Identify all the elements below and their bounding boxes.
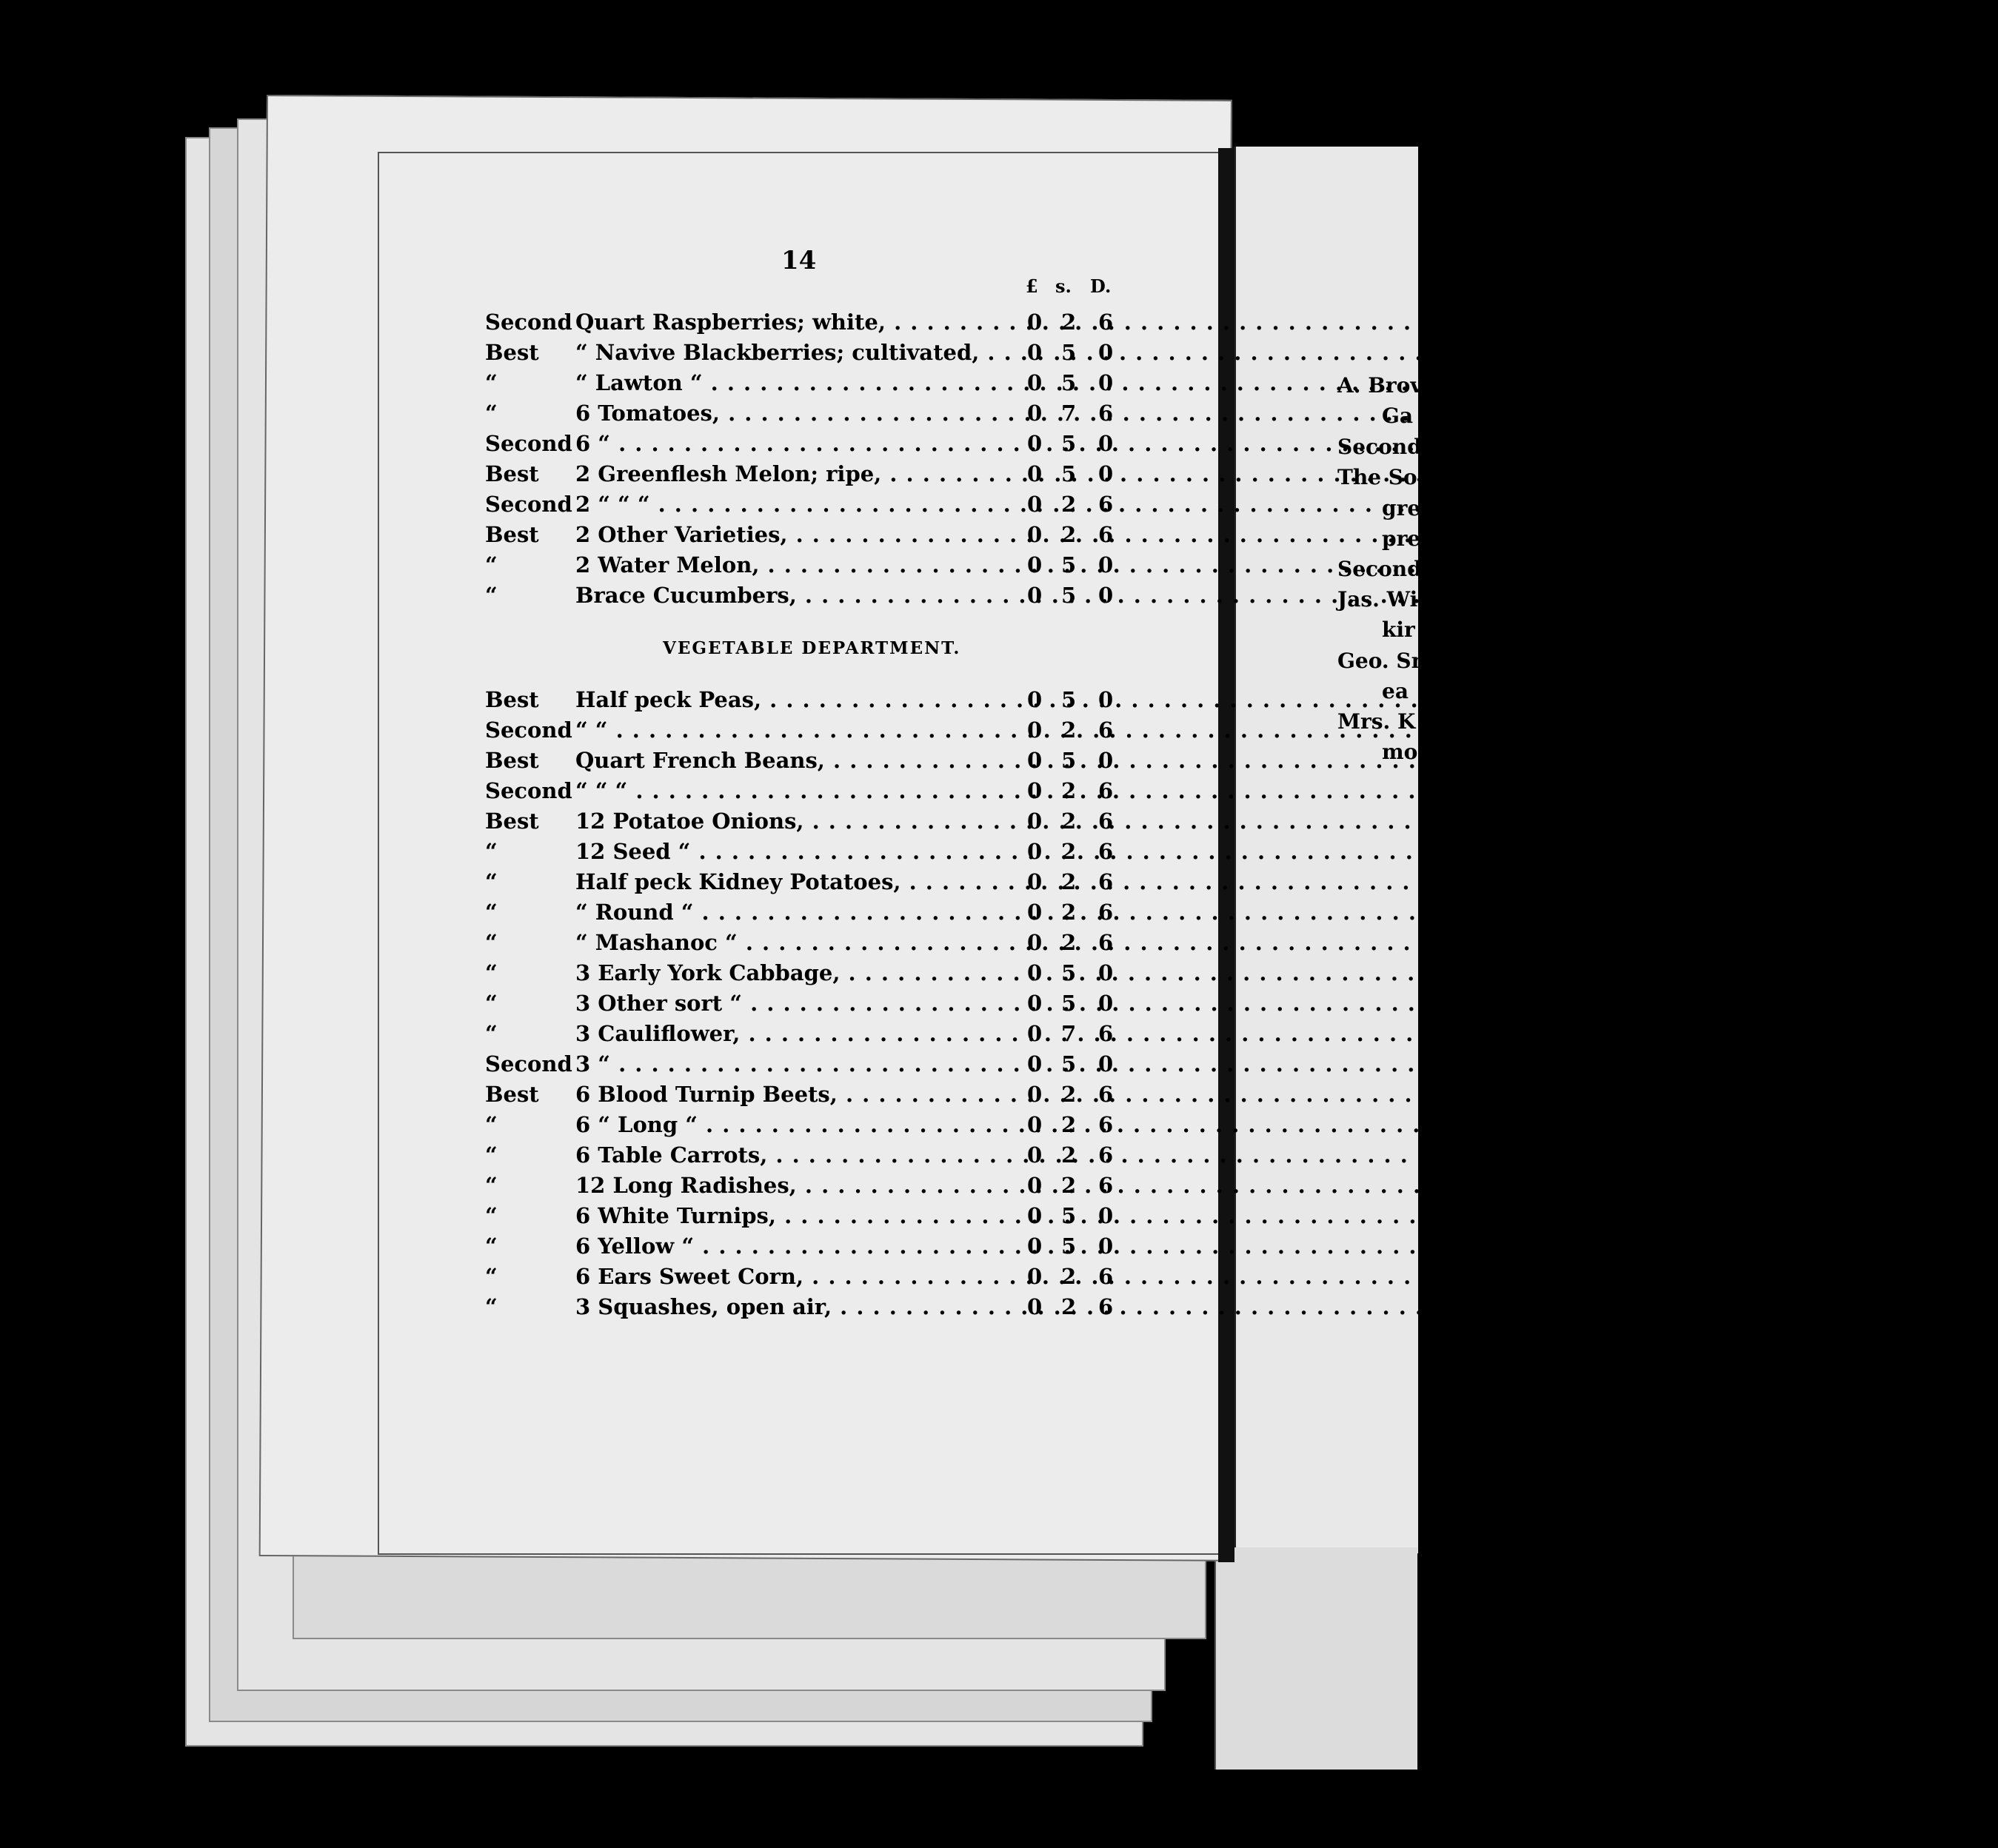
prize-rank: “: [485, 930, 498, 955]
item-description: “ “ . . .: [575, 717, 998, 743]
right-fragment: kir: [1382, 617, 1415, 642]
prize-rank: Best: [485, 808, 539, 834]
shillings-value: 2: [1061, 900, 1077, 925]
table-row: [485, 1173, 1122, 1202]
shillings-value: 5: [1061, 1233, 1077, 1259]
item-description: 3 “ . . .: [575, 1051, 998, 1077]
shillings-value: 5: [1061, 583, 1077, 608]
shillings-value: 5: [1061, 461, 1077, 486]
pence-value: 6: [1098, 1142, 1114, 1168]
table-row: [485, 808, 1122, 838]
pounds-value: 0: [1027, 552, 1043, 578]
table-row: [485, 552, 1122, 582]
item-description: 2 Other Varieties, . . .: [575, 522, 998, 547]
pounds-value: 0: [1027, 1233, 1043, 1259]
item-description: 2 Water Melon, . . .: [575, 552, 998, 578]
table-row: [485, 583, 1122, 612]
item-description: Brace Cucumbers, . . .: [575, 583, 998, 608]
item-description: 6 Yellow “ . . .: [575, 1233, 998, 1259]
right-fragment: Second: [1337, 557, 1422, 581]
table-row: [485, 461, 1122, 491]
table-row: [485, 991, 1122, 1020]
pound-header: £: [1026, 275, 1038, 297]
item-description: 2 Greenflesh Melon; ripe, . . .: [575, 461, 998, 486]
pence-value: 6: [1098, 1082, 1114, 1107]
pounds-value: 0: [1027, 461, 1043, 486]
pence-value: 0: [1098, 1203, 1114, 1228]
item-description: “ “ “ . . .: [575, 778, 998, 803]
table-row: [485, 960, 1122, 990]
shillings-value: 5: [1061, 748, 1077, 773]
item-description: 3 Cauliflower, . . .: [575, 1021, 998, 1046]
item-description: “ Lawton “ . . .: [575, 370, 998, 395]
table-row: [485, 778, 1122, 808]
shillings-value: 5: [1061, 431, 1077, 456]
pence-value: 0: [1098, 991, 1114, 1016]
prize-rank: “: [485, 1021, 498, 1046]
prize-rank: Best: [485, 340, 539, 365]
table-row: [485, 401, 1122, 430]
item-description: 6 “ Long “ . . .: [575, 1112, 998, 1137]
shillings-value: 2: [1061, 492, 1077, 517]
pounds-value: 0: [1027, 1203, 1043, 1228]
pounds-value: 0: [1027, 583, 1043, 608]
pence-value: 0: [1098, 461, 1114, 486]
pence-value: 6: [1098, 1021, 1114, 1046]
pounds-value: 0: [1027, 1021, 1043, 1046]
right-fragment: A. Brov: [1337, 373, 1423, 398]
pounds-value: 0: [1027, 1082, 1043, 1107]
pence-value: 6: [1098, 492, 1114, 517]
prize-rank: Best: [485, 1082, 539, 1107]
pence-value: 6: [1098, 839, 1114, 864]
prize-rank: “: [485, 960, 498, 985]
table-row: [485, 839, 1122, 868]
pence-value: 0: [1098, 340, 1114, 365]
pence-value: 0: [1098, 1051, 1114, 1077]
item-description: Half peck Peas, . . .: [575, 687, 998, 712]
pounds-value: 0: [1027, 522, 1043, 547]
pence-value: 0: [1098, 370, 1114, 395]
pence-value: 0: [1098, 748, 1114, 773]
shillings-value: 2: [1061, 1082, 1077, 1107]
shillings-value: 5: [1061, 370, 1077, 395]
table-row: [485, 1294, 1122, 1324]
prize-rank: Second: [485, 717, 572, 743]
table-row: [485, 1112, 1122, 1142]
table-row: [485, 687, 1122, 717]
pence-value: 6: [1098, 522, 1114, 547]
shillings-value: 2: [1061, 522, 1077, 547]
item-description: 12 Potatoe Onions, . . .: [575, 808, 998, 834]
pounds-value: 0: [1027, 808, 1043, 834]
shillings-value: 5: [1061, 340, 1077, 365]
right-fragment: Second: [1337, 435, 1422, 459]
pence-value: 6: [1098, 717, 1114, 743]
shillings-value: 5: [1061, 1203, 1077, 1228]
shillings-value: 2: [1061, 778, 1077, 803]
pence-value: 0: [1098, 583, 1114, 608]
pounds-value: 0: [1027, 1112, 1043, 1137]
table-row: [485, 717, 1122, 747]
pounds-value: 0: [1027, 309, 1043, 335]
item-description: 6 Ears Sweet Corn, . . .: [575, 1264, 998, 1289]
prize-rank: “: [485, 900, 498, 925]
shillings-value: 2: [1061, 1294, 1077, 1319]
shillings-value: 2: [1061, 839, 1077, 864]
pence-value: 6: [1098, 1173, 1114, 1198]
prize-rank: Second: [485, 431, 572, 456]
prize-rank: Best: [485, 748, 539, 773]
shillings-value: 5: [1061, 960, 1077, 985]
table-row: [485, 492, 1122, 521]
shillings-value: 2: [1061, 309, 1077, 335]
pounds-value: 0: [1027, 930, 1043, 955]
pounds-value: 0: [1027, 1173, 1043, 1198]
right-fragment: mo: [1382, 740, 1418, 764]
pence-value: 6: [1098, 309, 1114, 335]
shillings-value: 5: [1061, 687, 1077, 712]
right-fragment: Ga: [1382, 404, 1414, 428]
shillings-value: 5: [1061, 552, 1077, 578]
prize-rank: Second: [485, 492, 572, 517]
pounds-value: 0: [1027, 431, 1043, 456]
prize-rank: “: [485, 869, 498, 894]
item-description: “ Round “ . . .: [575, 900, 998, 925]
pence-value: 6: [1098, 1264, 1114, 1289]
table-row: [485, 930, 1122, 960]
pence-value: 6: [1098, 808, 1114, 834]
pence-value: 0: [1098, 1233, 1114, 1259]
prize-rank: “: [485, 991, 498, 1016]
prize-rank: Best: [485, 687, 539, 712]
item-description: Half peck Kidney Potatoes, . . .: [575, 869, 998, 894]
pounds-value: 0: [1027, 839, 1043, 864]
item-description: “ Navive Blackberries; cultivated, . . .: [575, 340, 998, 365]
right-fragment: Mrs. K: [1337, 709, 1416, 734]
table-row: [485, 431, 1122, 461]
prize-rank: “: [485, 583, 498, 608]
pounds-value: 0: [1027, 960, 1043, 985]
pounds-value: 0: [1027, 492, 1043, 517]
prize-rank: “: [485, 1142, 498, 1168]
pounds-value: 0: [1027, 717, 1043, 743]
shillings-value: 7: [1061, 401, 1077, 426]
pounds-value: 0: [1027, 687, 1043, 712]
pounds-value: 0: [1027, 340, 1043, 365]
pence-value: 6: [1098, 401, 1114, 426]
table-row: [485, 1021, 1122, 1051]
shillings-value: 2: [1061, 1264, 1077, 1289]
shilling-header: s.: [1055, 275, 1072, 297]
prize-rank: “: [485, 1233, 498, 1259]
prize-rank: “: [485, 552, 498, 578]
item-description: 3 Early York Cabbage, . . .: [575, 960, 998, 985]
prize-rank: “: [485, 1112, 498, 1137]
item-description: “ Mashanoc “ . . .: [575, 930, 998, 955]
shillings-value: 2: [1061, 717, 1077, 743]
item-description: 12 Seed “ . . .: [575, 839, 998, 864]
prize-rank: Second: [485, 1051, 572, 1077]
prize-rank: “: [485, 1294, 498, 1319]
item-description: 3 Other sort “ . . .: [575, 991, 998, 1016]
item-description: Quart Raspberries; white, . . .: [575, 309, 998, 335]
right-fragment: gre: [1382, 496, 1421, 520]
table-row: [485, 1142, 1122, 1172]
pounds-value: 0: [1027, 1051, 1043, 1077]
item-description: 6 “ . . .: [575, 431, 998, 456]
table-row: [485, 1051, 1122, 1081]
shillings-value: 5: [1061, 1051, 1077, 1077]
pounds-value: 0: [1027, 370, 1043, 395]
right-fragment: ea: [1382, 679, 1409, 703]
pounds-value: 0: [1027, 778, 1043, 803]
shillings-value: 5: [1061, 991, 1077, 1016]
prize-rank: “: [485, 1264, 498, 1289]
pounds-value: 0: [1027, 869, 1043, 894]
table-row: [485, 309, 1122, 339]
table-row: [485, 748, 1122, 777]
item-description: 3 Squashes, open air, . . .: [575, 1294, 998, 1319]
prize-rank: “: [485, 1203, 498, 1228]
pounds-value: 0: [1027, 1142, 1043, 1168]
prize-rank: Second: [485, 778, 572, 803]
prize-rank: “: [485, 401, 498, 426]
pence-value: 6: [1098, 900, 1114, 925]
shillings-value: 2: [1061, 1173, 1077, 1198]
item-description: 6 Blood Turnip Beets, . . .: [575, 1082, 998, 1107]
table-row: [485, 1233, 1122, 1263]
pounds-value: 0: [1027, 1264, 1043, 1289]
item-description: 6 White Turnips, . . .: [575, 1203, 998, 1228]
table-row: [485, 1264, 1122, 1293]
table-row: [485, 869, 1122, 899]
prize-rank: “: [485, 370, 498, 395]
item-description: 2 “ “ “ . . .: [575, 492, 998, 517]
right-page-lower: [1214, 1547, 1417, 1770]
pence-value: 6: [1098, 869, 1114, 894]
prize-rank: “: [485, 1173, 498, 1198]
right-fragment: The So: [1337, 465, 1417, 489]
table-row: [485, 1203, 1122, 1233]
shillings-value: 2: [1061, 869, 1077, 894]
pence-header: D.: [1090, 275, 1112, 297]
right-fragment: pre: [1382, 526, 1421, 551]
pence-value: 0: [1098, 552, 1114, 578]
table-row: [485, 900, 1122, 929]
table-row: [485, 340, 1122, 369]
shillings-value: 7: [1061, 1021, 1077, 1046]
item-description: 6 Table Carrots, . . .: [575, 1142, 998, 1168]
table-row: [485, 1082, 1122, 1111]
shillings-value: 2: [1061, 1112, 1077, 1137]
item-description: Quart French Beans, . . .: [575, 748, 998, 773]
table-row: [485, 522, 1122, 552]
pence-value: 0: [1098, 960, 1114, 985]
item-description: 12 Long Radishes, . . .: [575, 1173, 998, 1198]
pence-value: 0: [1098, 687, 1114, 712]
pounds-value: 0: [1027, 748, 1043, 773]
pounds-value: 0: [1027, 1294, 1043, 1319]
right-fragment: Geo. Sn: [1337, 649, 1426, 673]
prize-rank: Second: [485, 309, 572, 335]
table-row: [485, 370, 1122, 400]
right-fragment: Jas. Wi: [1337, 587, 1418, 612]
pence-value: 0: [1098, 431, 1114, 456]
shillings-value: 2: [1061, 930, 1077, 955]
pence-value: 6: [1098, 778, 1114, 803]
pence-value: 6: [1098, 1112, 1114, 1137]
prize-rank: “: [485, 839, 498, 864]
section-title: VEGETABLE DEPARTMENT.: [663, 638, 961, 658]
pounds-value: 0: [1027, 900, 1043, 925]
shillings-value: 2: [1061, 808, 1077, 834]
pounds-value: 0: [1027, 401, 1043, 426]
pence-value: 6: [1098, 930, 1114, 955]
prize-rank: Best: [485, 461, 539, 486]
pounds-value: 0: [1027, 991, 1043, 1016]
item-description: 6 Tomatoes, . . .: [575, 401, 998, 426]
prize-rank: Best: [485, 522, 539, 547]
pence-value: 6: [1098, 1294, 1114, 1319]
page-number: 14: [781, 246, 817, 275]
shillings-value: 2: [1061, 1142, 1077, 1168]
